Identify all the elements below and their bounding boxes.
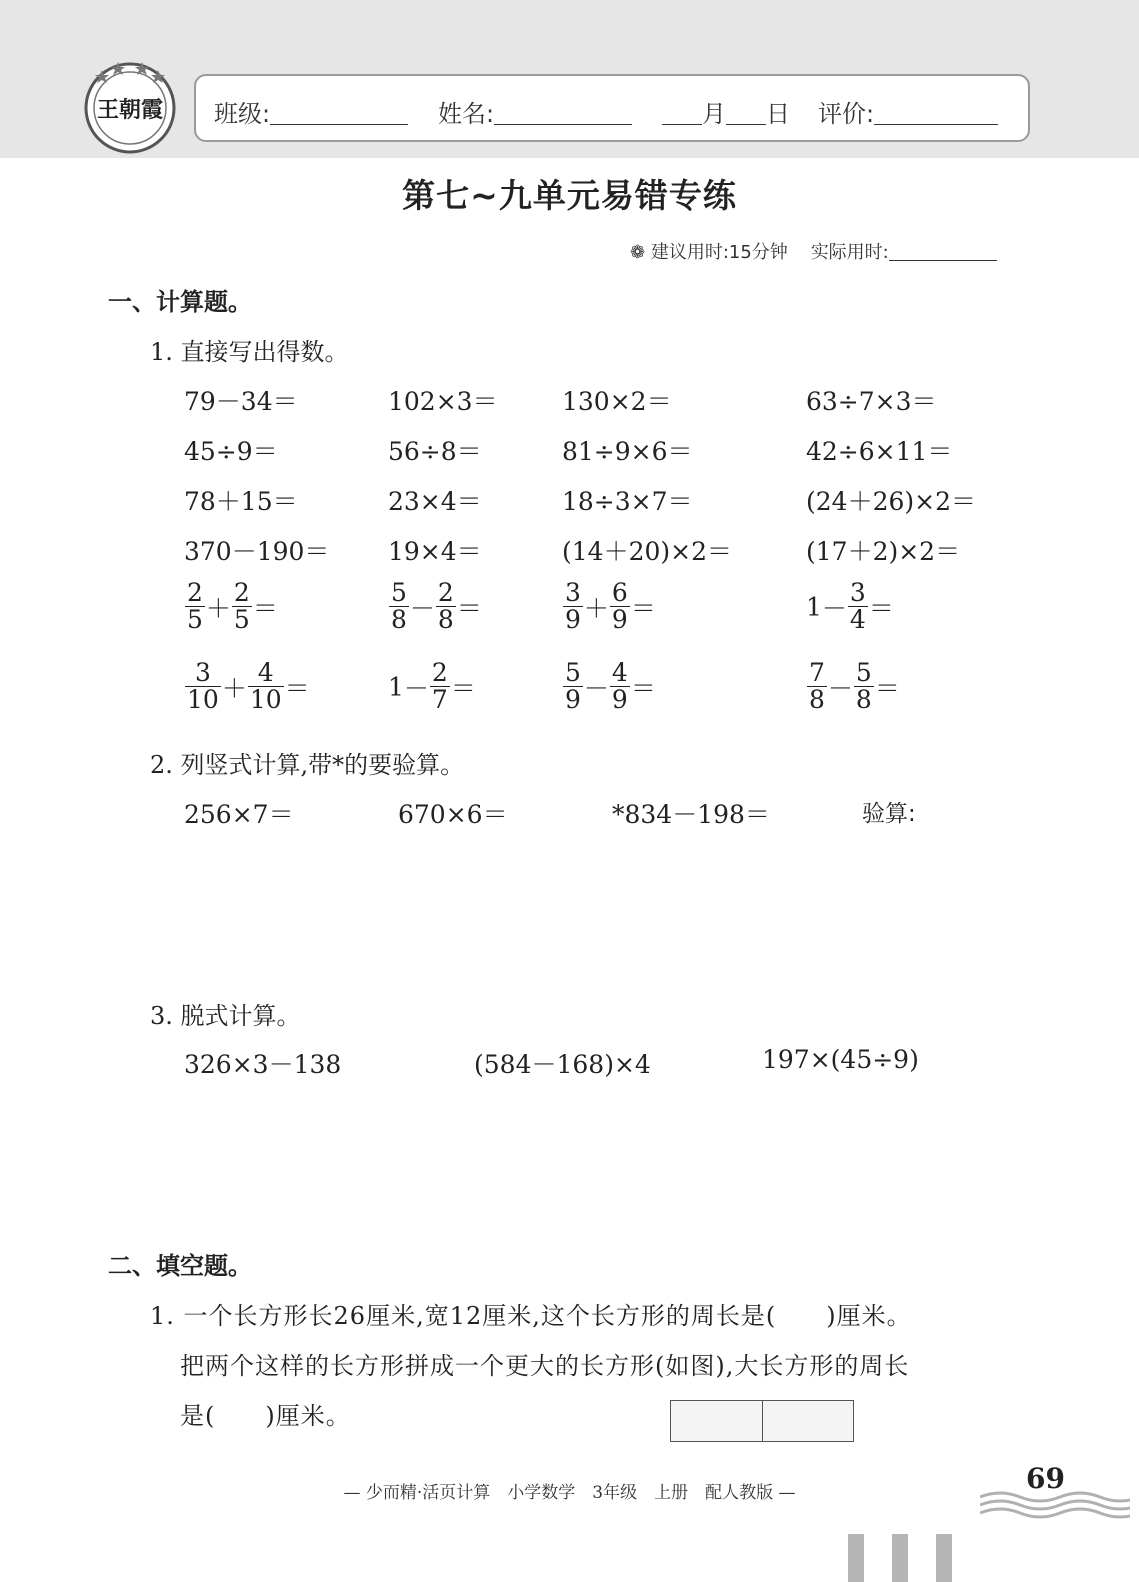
fraction-item: $\frac{7}{8}$ － $\frac{5}{8}$ ＝ [809,658,900,715]
calc-item: 370－190＝ [184,537,330,566]
edge-tab [848,1534,864,1582]
page-title: 第七~九单元易错专练 [402,176,737,215]
fraction-item: $\frac{3}{10}$ ＋ $\frac{4}{10}$ ＝ [187,658,310,715]
q1-label: 1. 直接写出得数。 [150,338,349,366]
name-field[interactable]: 姓名: [438,94,632,129]
rating-field[interactable]: 评价: [818,94,998,129]
calc-item: (14＋20)×2＝ [562,537,732,566]
logo-text: 王朝霞 [96,97,164,123]
section1-heading: 一、计算题。 [108,288,252,316]
calc-item: 81÷9×6＝ [562,437,693,466]
fill-question-line: 是( )厘米。 [180,1402,351,1430]
class-field[interactable]: 班级: [214,94,408,129]
calc-item: 79－34＝ [184,387,298,416]
calc-item: (17＋2)×2＝ [806,537,961,566]
actual-time-label: 实际用时: [810,242,889,263]
calc-item: 78＋15＝ [184,487,298,516]
q3-label: 3. 脱式计算。 [150,1002,301,1030]
suggested-time: 建议用时:15分钟 [650,242,788,263]
stepwise-calc-item: 326×3－138 [184,1050,342,1079]
fill-question-line: 1. 一个长方形长26厘米,宽12厘米,这个长方形的周长是( )厘米。 [150,1302,912,1330]
calc-item: 56÷8＝ [388,437,482,466]
fraction-item: 1－ $\frac{2}{7}$ ＝ [388,658,476,715]
calc-item: 130×2＝ [562,387,672,416]
calc-item: 23×4＝ [388,487,482,516]
actual-time-blank[interactable] [889,242,997,261]
student-info-box [194,74,1030,142]
page-number: 69 [1026,1462,1065,1495]
fraction-item: $\frac{2}{5}$ ＋ $\frac{2}{5}$ ＝ [187,578,278,635]
fraction-item: $\frac{3}{9}$ ＋ $\frac{6}{9}$ ＝ [565,578,656,635]
vertical-calc-item: 670×6＝ [398,800,508,829]
section2-heading: 二、填空题。 [108,1252,252,1280]
fraction-item: $\frac{5}{8}$ － $\frac{2}{8}$ ＝ [391,578,482,635]
stepwise-calc-item: 197×(45÷9) [762,1045,919,1074]
publisher-logo [82,58,178,154]
fraction-item: $\frac{5}{9}$ － $\frac{4}{9}$ ＝ [565,658,656,715]
fraction-item: 1－ $\frac{3}{4}$ ＝ [806,578,894,635]
clock-icon: ❁ [630,242,646,263]
calc-item: (24＋26)×2＝ [806,487,976,516]
vertical-calc-item: 256×7＝ [184,800,294,829]
check-label: 验算: [862,801,916,827]
vertical-calc-item: *834－198＝ [612,800,770,829]
stepwise-calc-item: (584－168)×4 [474,1050,651,1079]
date-field[interactable]: 月 日 [662,94,790,129]
calc-item: 45÷9＝ [184,437,278,466]
footer-text: — 少而精·活页计算 小学数学 3年级 上册 配人教版 — [343,1483,796,1503]
calc-item: 18÷3×7＝ [562,487,693,516]
edge-tab [892,1534,908,1582]
calc-item: 42÷6×11＝ [806,437,953,466]
timing-line [630,238,997,264]
calc-item: 19×4＝ [388,537,482,566]
rectangle-figure [670,1400,854,1442]
q2-label: 2. 列竖式计算,带*的要验算。 [150,751,465,779]
fill-question-line: 把两个这样的长方形拼成一个更大的长方形(如图),大长方形的周长 [180,1352,910,1380]
calc-item: 102×3＝ [388,387,498,416]
edge-tab [936,1534,952,1582]
calc-item: 63÷7×3＝ [806,387,937,416]
